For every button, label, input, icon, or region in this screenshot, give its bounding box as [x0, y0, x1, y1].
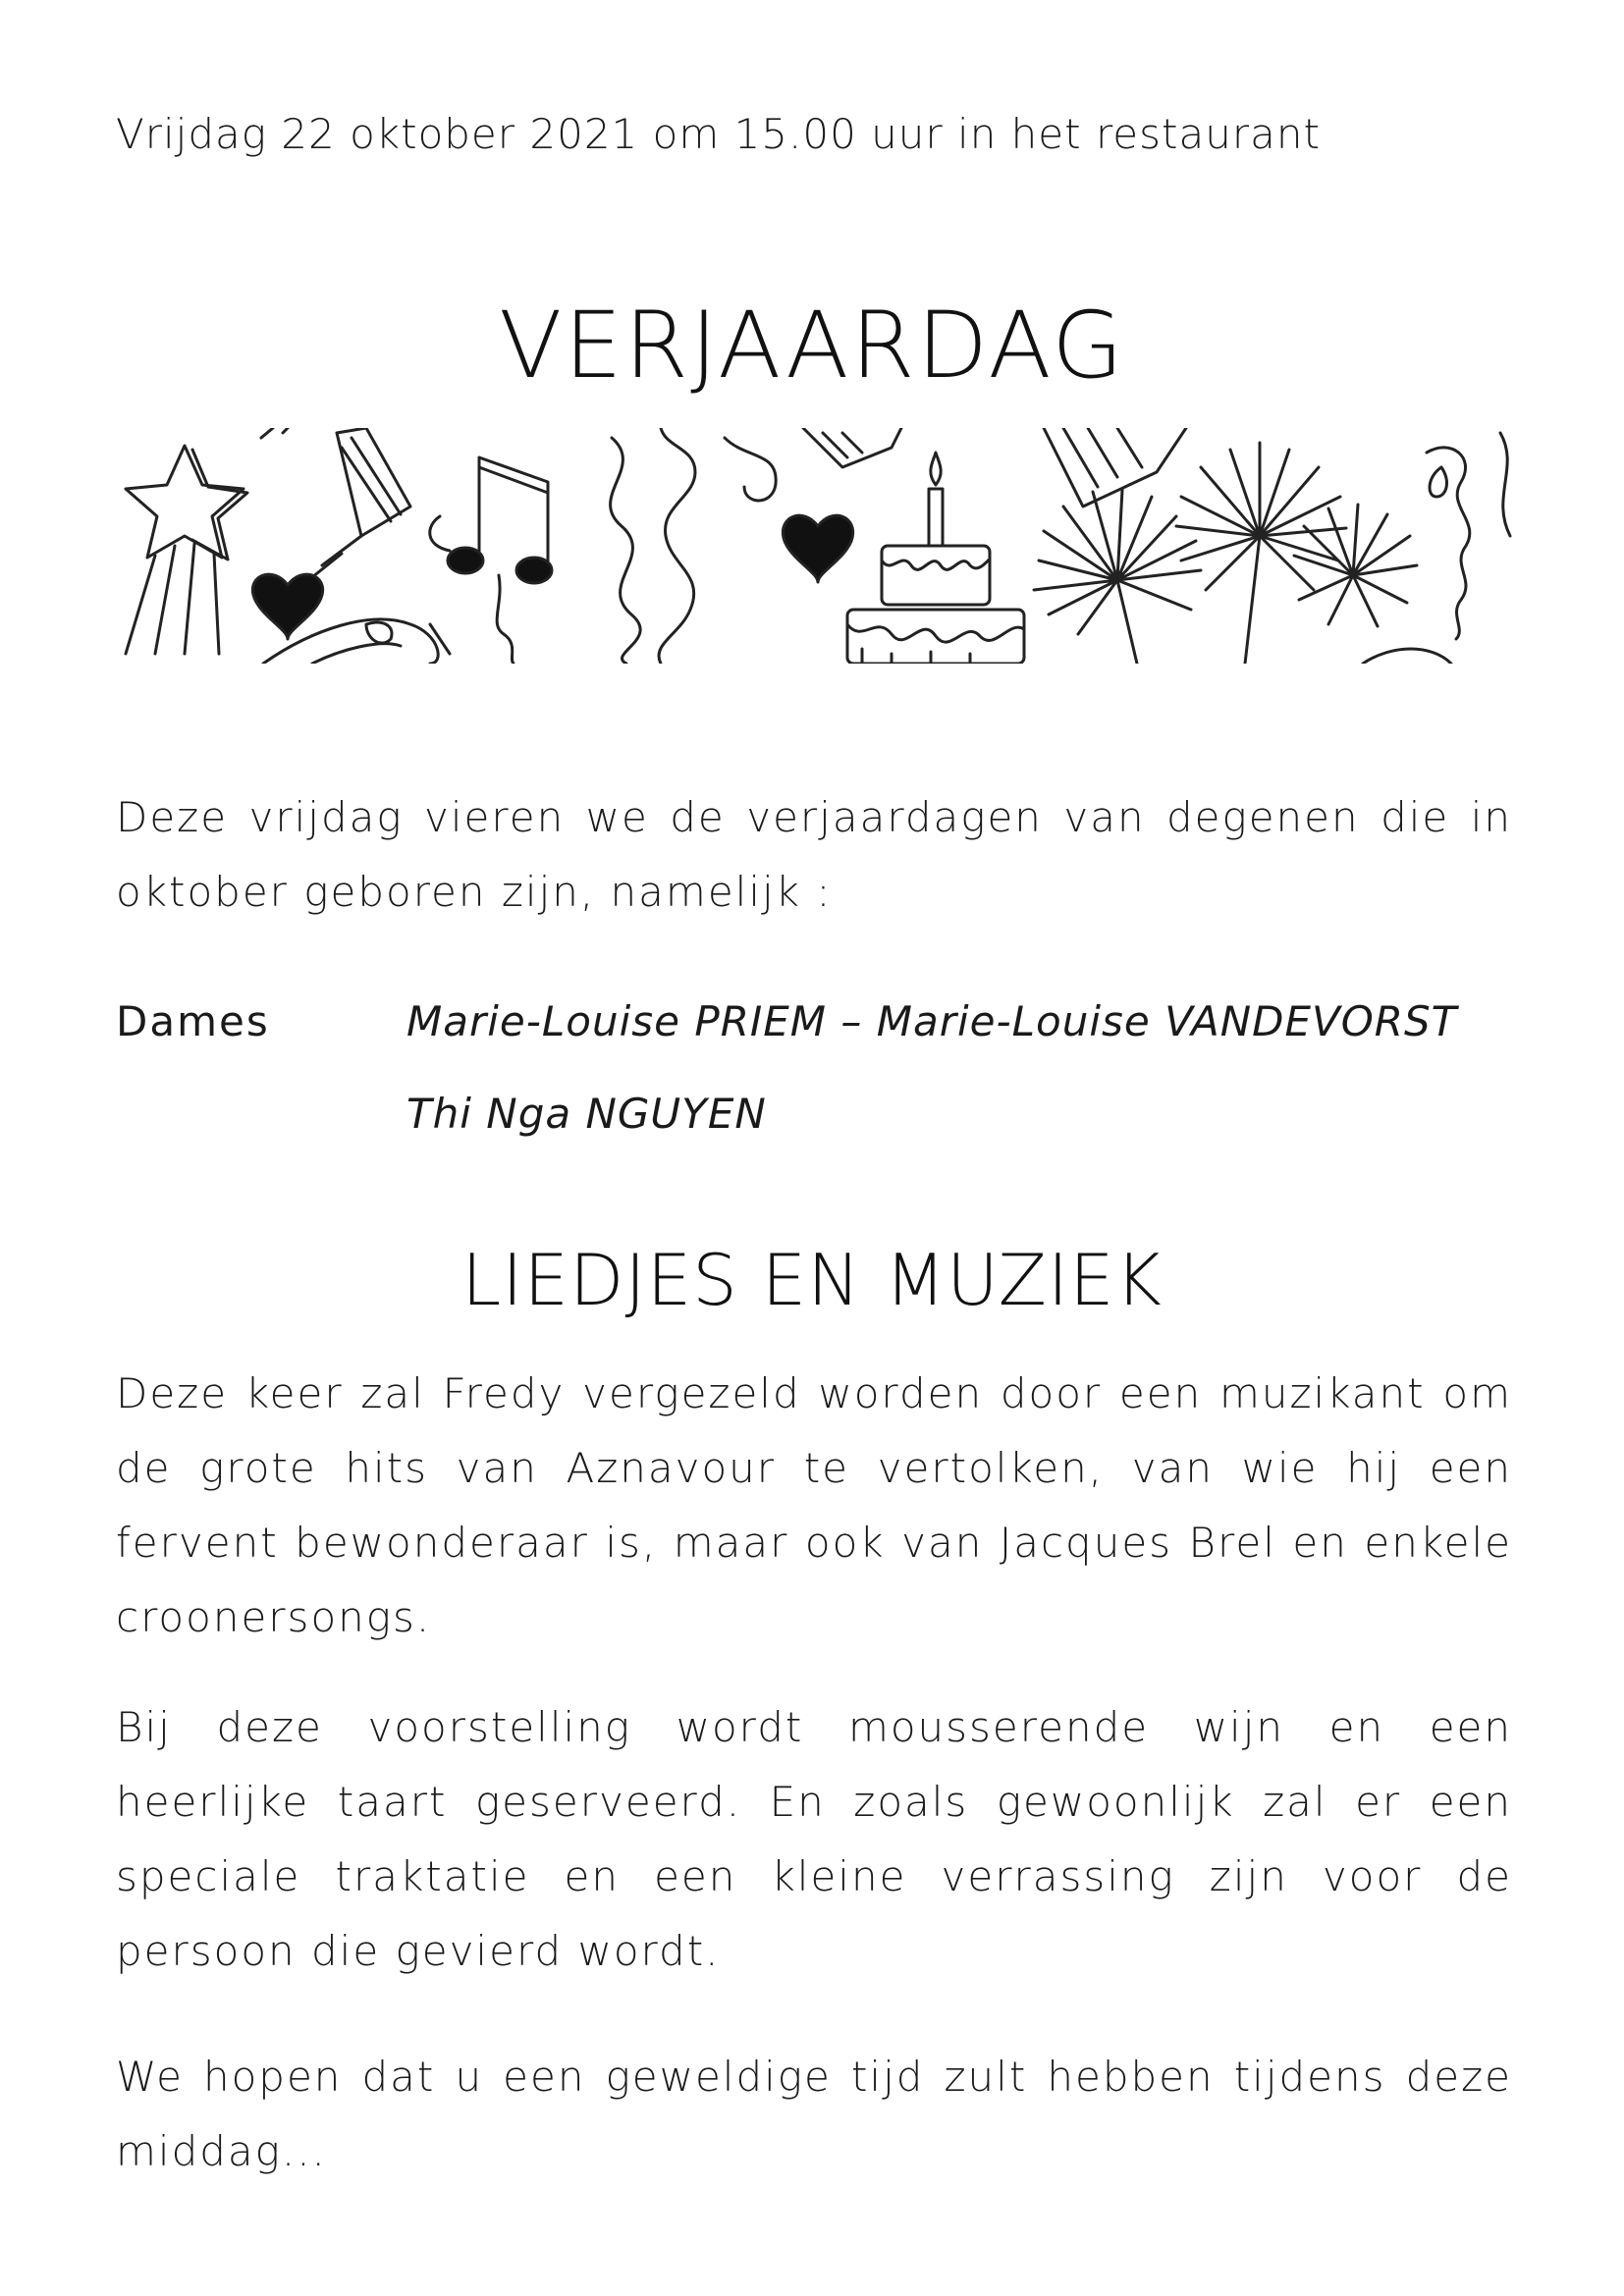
closing-paragraph: We hopen dat u een geweldige tijd zult hebben tijdens deze middag...	[116, 2053, 1512, 2175]
streamer-icon	[611, 428, 777, 664]
music-note-icon	[430, 457, 552, 664]
candle-icon	[929, 453, 943, 546]
birthday-cake-icon	[847, 546, 1024, 664]
fireworks-icon	[1176, 443, 1346, 664]
streamer-icon	[1363, 433, 1510, 664]
refreshments-paragraph: Bij deze voorstelling wordt mousserende wijn en een heerlijke taart geserveerd. En zoals gewoonlijk zal er een speciale traktatie en een kleine verrassing zijn voor de persoon die gevierd wordt.	[116, 1703, 1512, 1975]
party-hat-icon	[1044, 428, 1186, 507]
page-title: VERJAARDAG	[499, 293, 1125, 400]
intro-paragraph: Deze vrijdag vieren we de verjaardagen van degenen die in oktober geboren zijn, namelijk :	[116, 793, 1512, 916]
party-hat-icon	[803, 428, 901, 467]
music-section-heading: LIEDJES EN MUZIEK	[461, 1239, 1163, 1321]
party-hat-icon	[261, 428, 410, 585]
fireworks-icon	[1294, 505, 1417, 626]
music-paragraph: Deze keer zal Fredy vergezeld worden door een muzikant om de grote hits van Aznavour te vertolken, van wie hij een fervent bewonderaar is, maar ook van Jacques Brel en enkele croonersongs.	[116, 1369, 1512, 1641]
heart-icon	[252, 574, 322, 639]
heart-icon	[783, 515, 852, 582]
event-date-line: Vrijdag 22 oktober 2021 om 15.00 uur in het restaurant	[116, 110, 1321, 158]
celebrants-names-line-2: Thi Nga NGUYEN	[406, 1090, 767, 1138]
celebrants-label: Dames	[116, 997, 270, 1045]
celebrants-names-line-1: Marie-Louise PRIEM – Marie-Louise VANDEVORST	[406, 997, 1458, 1045]
fireworks-icon	[1034, 490, 1201, 664]
star-icon	[126, 446, 247, 654]
party-banner	[116, 428, 1530, 664]
